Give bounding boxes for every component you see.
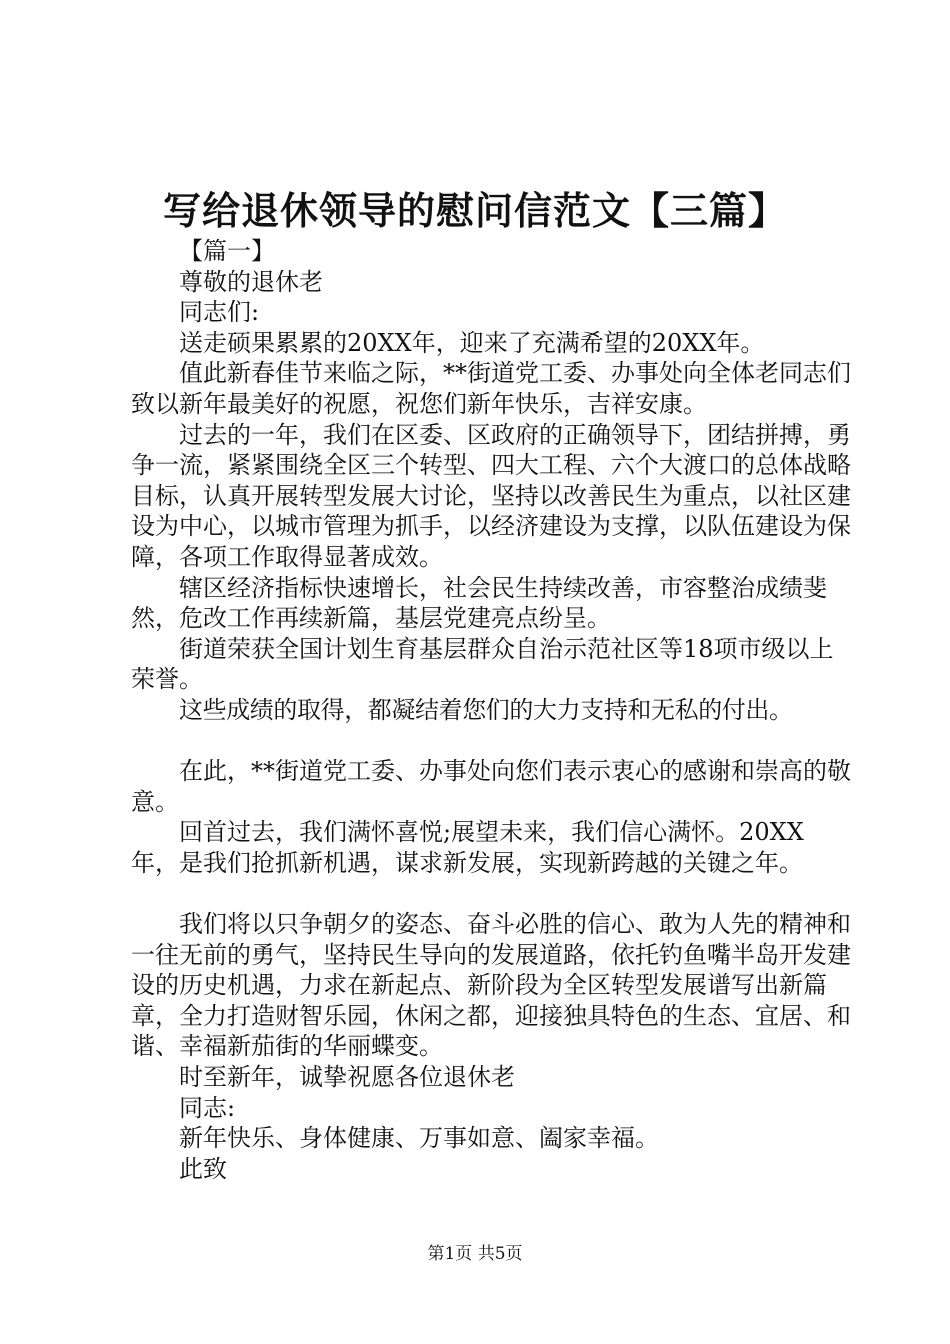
body-paragraph: 送走硕果累累的20XX年，迎来了充满希望的20XX年。 <box>179 328 765 357</box>
wishes-line: 新年快乐、身体健康、万事如意、阖家幸福。 <box>179 1124 659 1153</box>
document-title: 写给退休领导的慰问信范文【三篇】 <box>162 188 787 233</box>
document-body <box>131 236 851 1184</box>
body-paragraph: 过去的一年，我们在区委、区政府的正确领导下，团结拼搏，勇争一流，紧紧围绕全区三个转型、四大工程、六个大渡口的总体战略目标，认真开展转型发展大讨论，坚持以改善民生为重点，以社区建设为中心，以城市管理为抓手，以经济建设为支撑，以队伍建设为保障，各项工作取得显著成效。 <box>131 420 851 571</box>
body-paragraph: 这些成绩的取得，都凝结着您们的大力支持和无私的付出。 <box>179 695 793 724</box>
page-number: 第1页 共5页 <box>427 1244 523 1264</box>
greeting-line: 同志: <box>179 1093 236 1122</box>
body-paragraph: 值此新春佳节来临之际，**街道党工委、办事处向全体老同志们致以新年最美好的祝愿，祝您们新年快乐，吉祥安康。 <box>131 359 851 418</box>
body-paragraph: 在此，**街道党工委、办事处向您们表示衷心的感谢和崇高的敬意。 <box>131 757 851 816</box>
salutation-line-2: 同志们: <box>179 298 260 327</box>
body-paragraph: 辖区经济指标快速增长，社会民生持续改善，市容整治成绩斐然，危改工作再续新篇，基层党建亮点纷呈。 <box>131 573 827 633</box>
greeting-line: 时至新年，诚挚祝愿各位退休老 <box>179 1063 515 1092</box>
closing-line: 此致 <box>179 1154 227 1183</box>
section-heading: 【篇一】 <box>179 237 275 265</box>
body-paragraph: 我们将以只争朝夕的姿态、奋斗必胜的信心、敢为人先的精神和一往无前的勇气，坚持民生导向的发展道路，依托钓鱼嘴半岛开发建设的历史机遇，力求在新起点、新阶段为全区转型发展谱写出新篇章，全力打造财智乐园，休闲之都，迎接独具特色的生态、宜居、和谐、幸福新茄街的华丽蝶变。 <box>131 910 851 1061</box>
body-paragraph: 街道荣获全国计划生育基层群众自治示范社区等18项市级以上荣誉。 <box>131 634 834 694</box>
salutation-line-1: 尊敬的退休老 <box>179 267 323 296</box>
body-paragraph: 回首过去，我们满怀喜悦;展望未来，我们信心满怀。20XX年，是我们抢抓新机遇，谋求新发展，实现新跨越的关键之年。 <box>131 818 804 877</box>
